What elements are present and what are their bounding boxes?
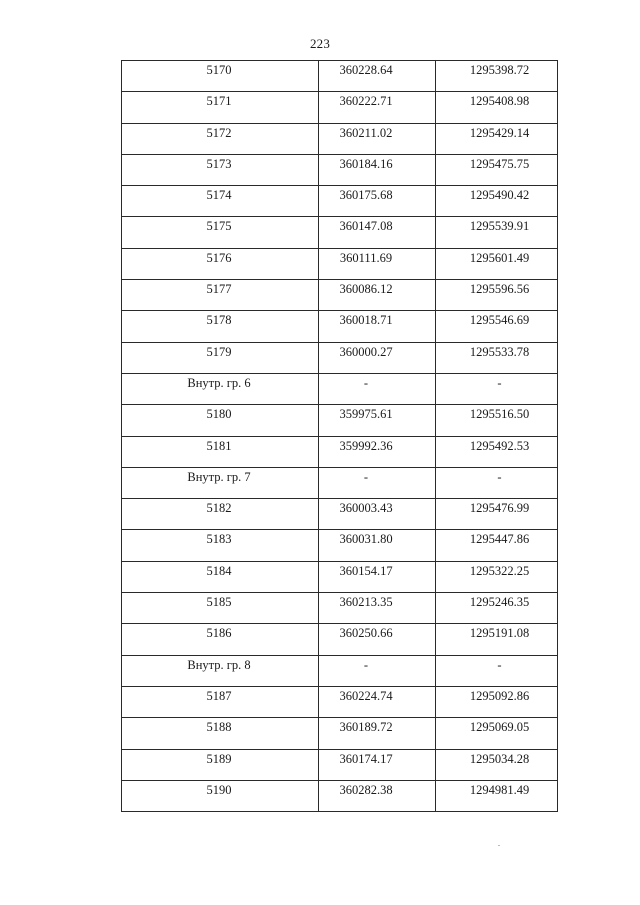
x-coordinate-cell [319, 186, 436, 217]
x-coordinate-text: 359992.36 [339, 438, 393, 453]
point-id-cell [122, 217, 319, 248]
y-coordinate-cell [436, 123, 558, 154]
y-coordinate-cell [436, 780, 558, 811]
y-coordinate-text: 1295601.49 [469, 250, 530, 265]
x-coordinate-cell [319, 123, 436, 154]
point-id-text: 5171 [206, 94, 232, 109]
y-coordinate-cell [436, 342, 558, 373]
point-id-cell [122, 655, 319, 686]
table-row [122, 593, 558, 624]
point-id-cell [122, 342, 319, 373]
point-id-cell [122, 92, 319, 123]
point-id-text: 5188 [206, 720, 232, 735]
point-id-cell [122, 593, 319, 624]
point-id-text: 5178 [206, 313, 232, 328]
table-row [122, 436, 558, 467]
point-id-cell [122, 780, 319, 811]
y-coordinate-cell [436, 561, 558, 592]
y-coordinate-cell [436, 280, 558, 311]
x-coordinate-text: - [363, 469, 369, 484]
x-coordinate-cell [319, 593, 436, 624]
y-coordinate-text: 1295246.35 [469, 595, 530, 610]
x-coordinate-text: 360003.43 [339, 501, 393, 516]
y-coordinate-text: 1295492.53 [469, 438, 530, 453]
y-coordinate-text: - [497, 469, 502, 484]
point-id-text: 5173 [206, 156, 232, 171]
table-row [122, 561, 558, 592]
y-coordinate-text: 1295533.78 [469, 344, 530, 359]
point-id-text: 5183 [206, 532, 232, 547]
table-row [122, 123, 558, 154]
table-row [122, 248, 558, 279]
point-id-text: 5174 [206, 188, 232, 203]
page-number: 223 [309, 36, 331, 51]
point-id-text: 5184 [206, 563, 232, 578]
point-id-text: 5176 [206, 250, 232, 265]
point-id-cell [122, 749, 319, 780]
point-id-text: Внутр. гр. 8 [187, 657, 251, 672]
table-row [122, 154, 558, 185]
y-coordinate-cell [436, 530, 558, 561]
point-id-cell [122, 436, 319, 467]
y-coordinate-cell [436, 624, 558, 655]
point-id-cell [122, 61, 319, 92]
table-row [122, 405, 558, 436]
y-coordinate-cell [436, 718, 558, 749]
y-coordinate-cell [436, 405, 558, 436]
y-coordinate-text: 1295539.91 [469, 219, 530, 234]
x-coordinate-text: 360282.38 [339, 782, 393, 797]
x-coordinate-cell [319, 92, 436, 123]
table-row [122, 655, 558, 686]
y-coordinate-text: 1295490.42 [469, 188, 530, 203]
table-row [122, 686, 558, 717]
y-coordinate-text: 1295546.69 [469, 313, 530, 328]
y-coordinate-text: 1295398.72 [469, 63, 530, 77]
y-coordinate-cell [436, 373, 558, 404]
point-id-text: 5177 [206, 282, 232, 297]
y-coordinate-text: 1294981.49 [469, 782, 530, 797]
point-id-cell [122, 467, 319, 498]
point-id-text: Внутр. гр. 6 [187, 375, 251, 390]
y-coordinate-text: - [497, 657, 502, 672]
y-coordinate-text: 1295191.08 [469, 626, 530, 641]
table-row [122, 342, 558, 373]
point-id-text: 5182 [206, 501, 232, 516]
point-id-cell [122, 248, 319, 279]
point-id-cell [122, 499, 319, 530]
point-id-text: 5190 [206, 782, 232, 797]
point-id-text: 5189 [206, 751, 232, 766]
table-row [122, 92, 558, 123]
y-coordinate-cell [436, 311, 558, 342]
x-coordinate-cell [319, 718, 436, 749]
y-coordinate-cell [436, 154, 558, 185]
y-coordinate-cell [436, 186, 558, 217]
point-id-cell [122, 718, 319, 749]
table-row [122, 749, 558, 780]
x-coordinate-cell [319, 405, 436, 436]
point-id-text: 5181 [206, 438, 232, 453]
y-coordinate-text: 1295429.14 [469, 125, 530, 140]
x-coordinate-cell [319, 342, 436, 373]
x-coordinate-text: - [363, 657, 369, 672]
x-coordinate-text: 360174.17 [339, 751, 393, 766]
point-id-cell [122, 123, 319, 154]
y-coordinate-cell [436, 467, 558, 498]
x-coordinate-text: - [363, 375, 369, 390]
x-coordinate-text: 360147.08 [339, 219, 393, 234]
point-id-text: 5170 [206, 63, 232, 77]
y-coordinate-cell [436, 61, 558, 92]
y-coordinate-cell [436, 749, 558, 780]
y-coordinate-text: 1295408.98 [469, 94, 530, 109]
point-id-cell [122, 686, 319, 717]
x-coordinate-cell [319, 436, 436, 467]
table-row [122, 61, 558, 92]
x-coordinate-text: 360154.17 [339, 563, 393, 578]
y-coordinate-text: 1295322.25 [469, 563, 530, 578]
point-id-cell [122, 280, 319, 311]
table-row [122, 311, 558, 342]
x-coordinate-text: 360111.69 [339, 250, 393, 265]
table-row [122, 217, 558, 248]
x-coordinate-text: 360211.02 [339, 125, 393, 140]
point-id-cell [122, 624, 319, 655]
point-id-cell [122, 311, 319, 342]
x-coordinate-text: 360184.16 [339, 156, 393, 171]
y-coordinate-text: - [497, 375, 502, 390]
point-id-cell [122, 530, 319, 561]
coordinates-table [121, 60, 558, 812]
point-id-text: 5175 [206, 219, 232, 234]
x-coordinate-text: 360213.35 [339, 595, 393, 610]
point-id-text: 5185 [206, 595, 232, 610]
x-coordinate-cell [319, 655, 436, 686]
point-id-text: 5172 [206, 125, 232, 140]
y-coordinate-text: 1295034.28 [469, 751, 530, 766]
table-row [122, 780, 558, 811]
x-coordinate-cell [319, 248, 436, 279]
point-id-cell [122, 154, 319, 185]
y-coordinate-text: 1295447.86 [469, 532, 530, 547]
x-coordinate-cell [319, 373, 436, 404]
point-id-text: 5179 [206, 344, 232, 359]
table-row [122, 718, 558, 749]
x-coordinate-cell [319, 624, 436, 655]
x-coordinate-text: 360228.64 [339, 63, 393, 77]
y-coordinate-cell [436, 499, 558, 530]
table-row [122, 280, 558, 311]
x-coordinate-cell [319, 749, 436, 780]
x-coordinate-cell [319, 61, 436, 92]
point-id-text: 5186 [206, 626, 232, 641]
y-coordinate-text: 1295092.86 [469, 688, 530, 703]
table-row [122, 467, 558, 498]
x-coordinate-text: 360000.27 [339, 344, 393, 359]
table-row [122, 624, 558, 655]
x-coordinate-cell [319, 499, 436, 530]
point-id-cell [122, 186, 319, 217]
y-coordinate-text: 1295476.99 [469, 501, 530, 516]
point-id-cell [122, 405, 319, 436]
x-coordinate-cell [319, 217, 436, 248]
table-row [122, 373, 558, 404]
x-coordinate-text: 360175.68 [339, 188, 393, 203]
table-body [122, 61, 558, 812]
y-coordinate-cell [436, 686, 558, 717]
y-coordinate-text: 1295516.50 [469, 407, 530, 422]
x-coordinate-cell [319, 561, 436, 592]
x-coordinate-text: 360018.71 [339, 313, 393, 328]
y-coordinate-cell [436, 655, 558, 686]
y-coordinate-text: 1295069.05 [469, 720, 530, 735]
x-coordinate-cell [319, 280, 436, 311]
point-id-text: 5180 [206, 407, 232, 422]
x-coordinate-text: 360031.80 [339, 532, 393, 547]
x-coordinate-cell [319, 686, 436, 717]
point-id-cell [122, 561, 319, 592]
y-coordinate-text: 1295475.75 [469, 156, 530, 171]
table-row [122, 186, 558, 217]
x-coordinate-text: 360222.71 [339, 94, 393, 109]
point-id-text: 5187 [206, 688, 232, 703]
y-coordinate-cell [436, 92, 558, 123]
point-id-cell [122, 373, 319, 404]
x-coordinate-cell [319, 467, 436, 498]
y-coordinate-cell [436, 593, 558, 624]
x-coordinate-cell [319, 780, 436, 811]
x-coordinate-text: 360189.72 [339, 720, 393, 735]
x-coordinate-text: 360086.12 [339, 282, 393, 297]
y-coordinate-cell [436, 217, 558, 248]
scan-speck [498, 845, 500, 846]
x-coordinate-cell [319, 530, 436, 561]
y-coordinate-text: 1295596.56 [469, 282, 530, 297]
table-row [122, 530, 558, 561]
x-coordinate-cell [319, 154, 436, 185]
y-coordinate-cell [436, 248, 558, 279]
table-row [122, 499, 558, 530]
y-coordinate-cell [436, 436, 558, 467]
x-coordinate-text: 360250.66 [339, 626, 393, 641]
x-coordinate-cell [319, 311, 436, 342]
point-id-text: Внутр. гр. 7 [187, 469, 251, 484]
x-coordinate-text: 359975.61 [339, 407, 393, 422]
x-coordinate-text: 360224.74 [339, 688, 393, 703]
